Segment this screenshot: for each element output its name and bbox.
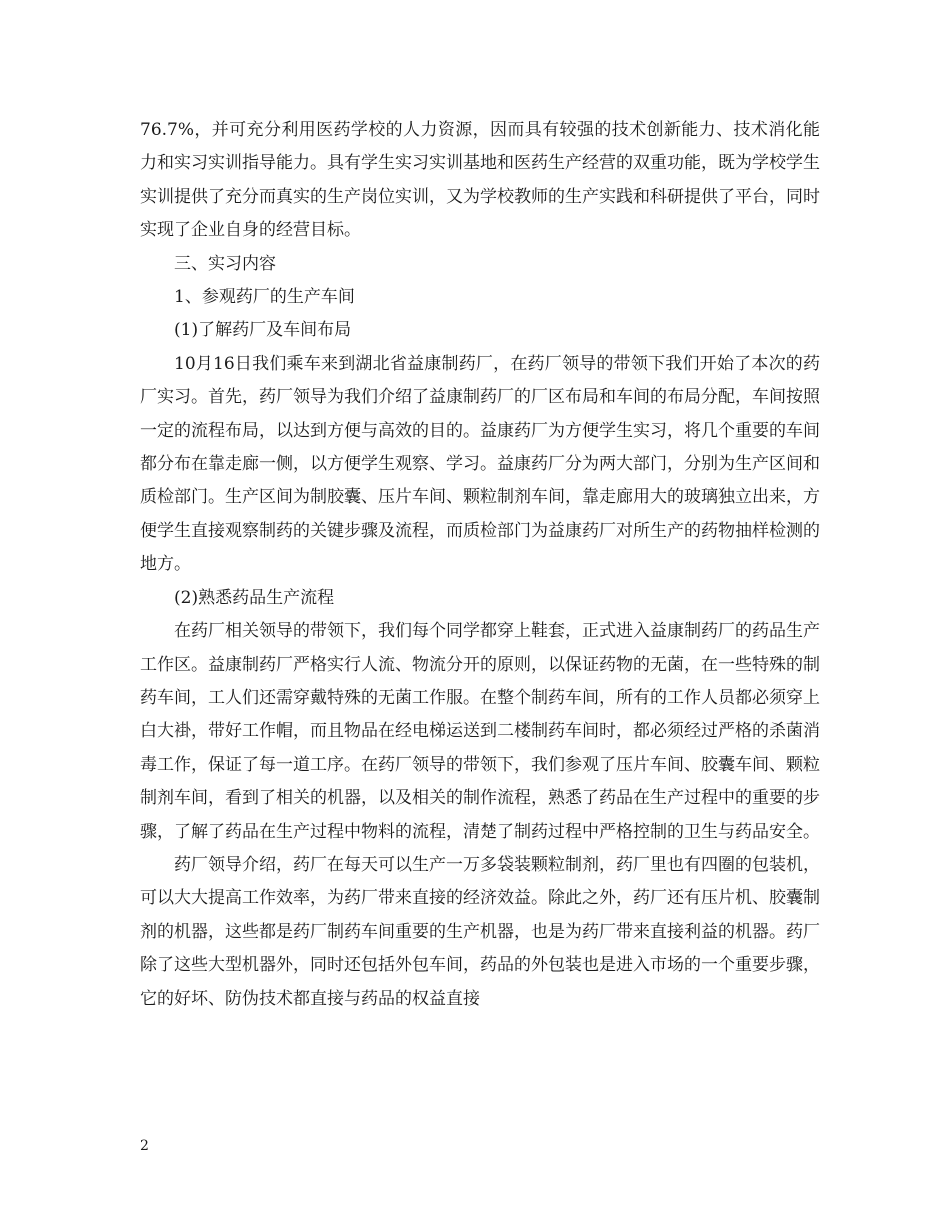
subsection-heading-visit-workshop: 1、参观药厂的生产车间 [174,287,355,308]
paragraph-intro-continued: 76.7%，并可充分利用医药学校的人力资源，因而具有较强的技术创新能力、技术消化能力和实习实训指导能力。具有学生实习实训基地和医药生产经营的双重功能，既为学校学生实训提供了充分而真实的生产岗位实训，又为学校教师的生产实践和科研提供了平台，同时实现了企业自身的经营目标。 [140,120,820,241]
document-body [140,114,820,1016]
subsection-heading-layout: (1)了解药厂及车间布局 [174,320,352,341]
subsection-heading-process: (2)熟悉药品生产流程 [174,587,335,608]
paragraph-layout: 10月16日我们乘车来到湖北省益康制药厂，在药厂领导的带领下我们开始了本次的药厂实习。首先，药厂领导为我们介绍了益康制药厂的厂区布局和车间的布局分配，车间按照一定的流程布局，以达到方便与高效的目的。益康药厂为方便学生实习，将几个重要的车间都分布在靠走廊一侧，以方便学生观察、学习。益康药厂分为两大部门，分别为生产区间和质检部门。生产区间为制胶囊、压片车间、颗粒制剂车间，靠走廊用大的玻璃独立出来，方便学生直接观察制药的关键步骤及流程，而质检部门为益康药厂对所生产的药物抽样检测的地方。 [140,353,820,575]
paragraph-machines: 药厂领导介绍，药厂在每天可以生产一万多袋装颗粒制剂，药厂里也有四圈的包装机，可以大大提高工作效率，为药厂带来直接的经济效益。除此之外，药厂还有压片机、胶囊制剂的机器，这些都是药厂制药车间重要的生产机器，也是为药厂带来直接利益的机器。药厂除了这些大型机器外，同时还包括外包车间，药品的外包装也是进入市场的一个重要步骤，它的好坏、防伪技术都直接与药品的权益直接 [140,854,820,1009]
section-heading-internship-content: 三、实习内容 [174,253,276,274]
paragraph-process: 在药厂相关领导的带领下，我们每个同学都穿上鞋套，正式进入益康制药厂的药品生产工作区。益康制药厂严格实行人流、物流分开的原则，以保证药物的无菌，在一些特殊的制药车间，工人们还需穿戴特殊的无菌工作服。在整个制药车间，所有的工作人员都必须穿上白大褂，带好工作帽，而且物品在经电梯运送到二楼制药车间时，都必须经过严格的杀菌消毒工作，保证了每一道工序。在药厂领导的带领下，我们参观了压片车间、胶囊车间、颗粒制剂车间，看到了相关的机器，以及相关的制作流程，熟悉了药品在生产过程中的重要的步骤，了解了药品在生产过程中物料的流程，清楚了制药过程中严格控制的卫生与药品安全。 [140,621,820,842]
page-number: 2 [140,1138,149,1154]
